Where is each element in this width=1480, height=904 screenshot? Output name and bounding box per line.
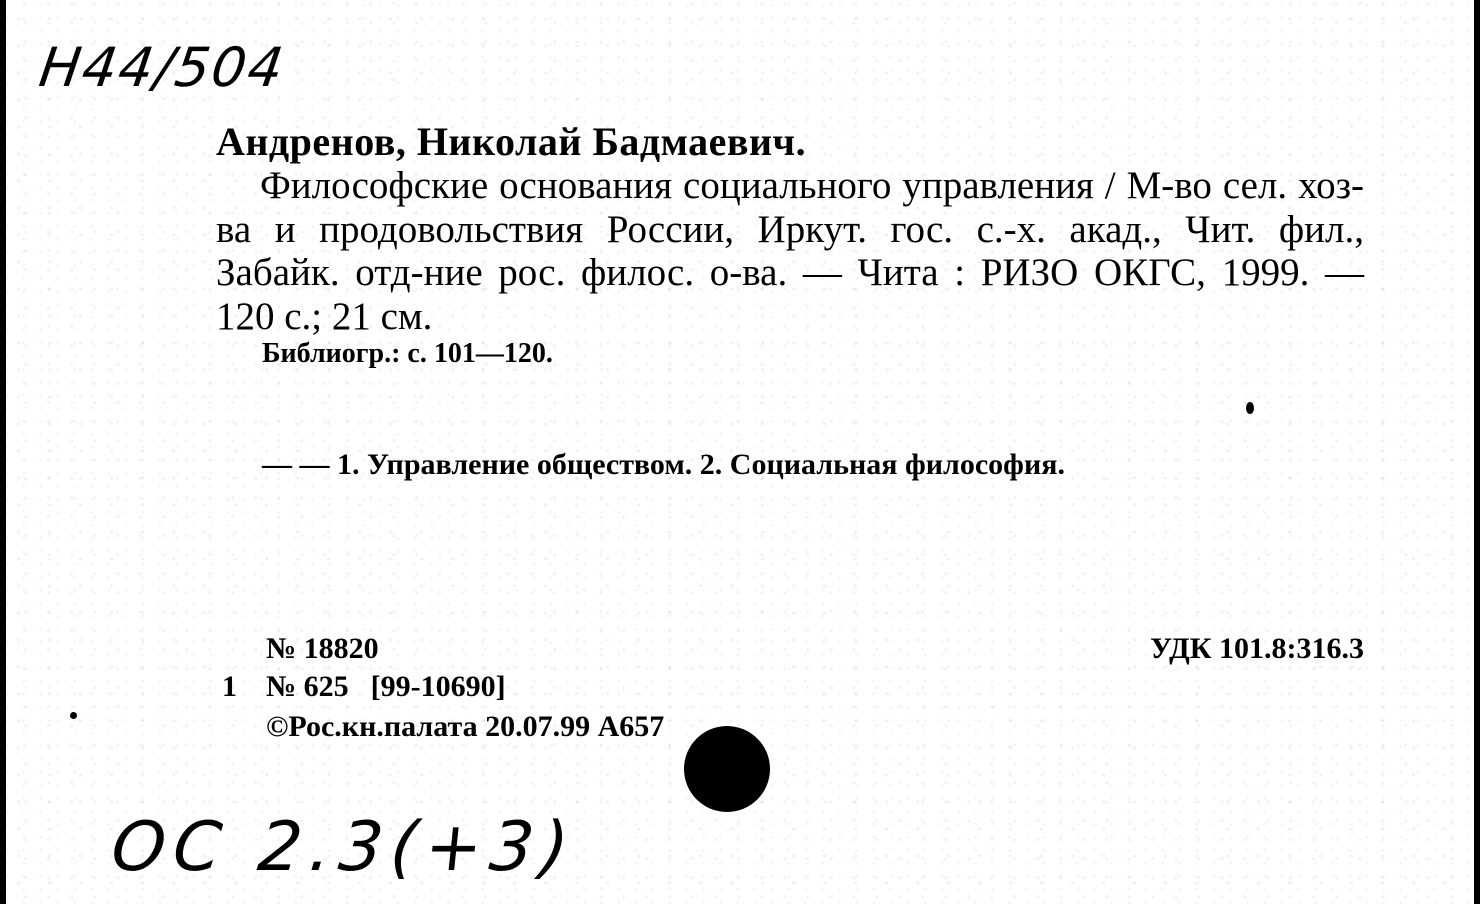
ink-speck: [70, 712, 77, 719]
copies-count: 1: [222, 670, 237, 703]
punch-hole: [684, 726, 770, 812]
card-number: № 18820: [266, 632, 379, 665]
ink-speck: [1246, 402, 1254, 414]
register-line: [266, 670, 506, 704]
bibliographic-description: Философские основания социального управления / М-во сел. хоз-ва и продовольствия России, Иркут. гос. с.-х. акад., Чит. фил., Забайк. отд-ние рос. филос. о-ва. — Чита : РИЗО ОКГС, 1999. — 120 с.; 21 см.: [216, 164, 1364, 338]
udc-classification: УДК 101.8:316.3: [1150, 632, 1364, 665]
shelf-mark-bottom: ОС 2.3(+3): [107, 808, 581, 887]
card-right-edge: [1474, 0, 1480, 904]
register-number: № 625: [266, 670, 349, 703]
card-left-edge: [0, 0, 6, 904]
shelf-mark-top: Н44/504: [35, 36, 290, 99]
author-heading: Андренов, Николай Бадмаевич.: [216, 119, 807, 164]
book-chamber-stamp: ©Рос.кн.палата 20.07.99 А657: [266, 710, 665, 743]
subject-headings: — — 1. Управление обществом. 2. Социальная философия.: [262, 448, 1065, 481]
register-code: [99-10690]: [370, 670, 506, 703]
bibliography-note: Библиогр.: с. 101—120.: [262, 338, 553, 369]
